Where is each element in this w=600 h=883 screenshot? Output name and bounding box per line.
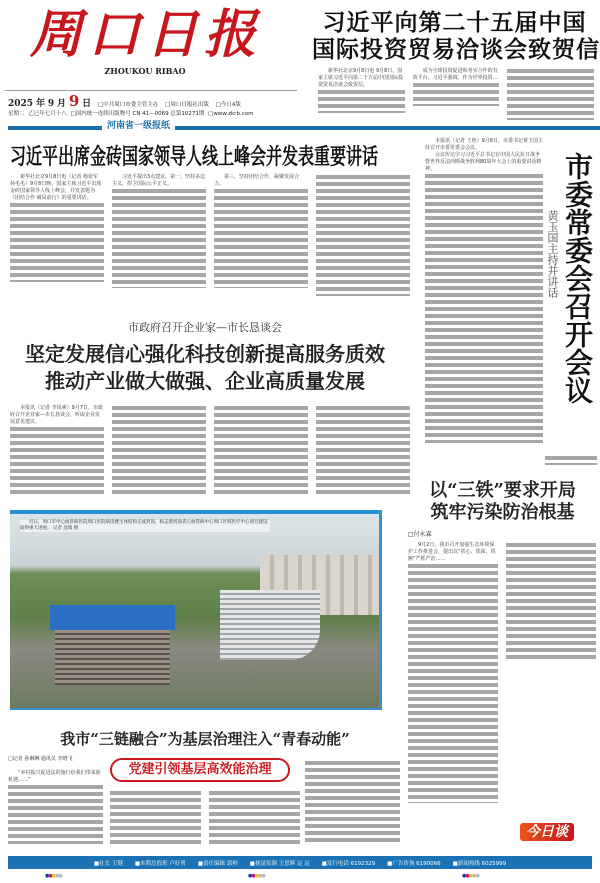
pollution-byline: □付永森 bbox=[408, 531, 432, 538]
pollution-body: 9月2日，我市召开加强生态环境保护工作推进会，提出以“铁心、铁面、铁腕”严抓严治…… bbox=[408, 542, 596, 817]
dateline: 2025 年 9 月 9 日 □中共周口市委主管主办 □周口日报社出版 □今日4版 bbox=[8, 92, 241, 110]
top-story-headline: 习近平向第二十五届中国 bbox=[322, 10, 587, 36]
youth-byline: □记者 孙琳琳 通讯员 李晓飞 bbox=[8, 756, 73, 762]
lead-story-body: 新华社北京9月8日电（记者 杨依军 孙毛毛）9月8日晚，国家主席习近平出席金砖国家领导人线上峰会，并发表题为《团结合作 破局前行》的重要讲话。 习近平提出3点建议。第一，坚持多边主义，捍卫国际公平正义。 第三，坚持团结合作，凝聚发展合力。 bbox=[10, 174, 410, 296]
forum-kicker: 市政府召开企业家—市长恳谈会 bbox=[128, 321, 282, 334]
blue-construction-wrap bbox=[50, 605, 175, 630]
forum-body: 本报讯（记者 李凤素）9月7日，市政府召开企业家—市长恳谈会，听取企业发展意见建议。 bbox=[10, 405, 410, 495]
registration-marks: ●●●●● bbox=[462, 873, 479, 879]
forum-headline: 坚定发展信心强化科技创新提高服务质效 推动产业做大做强、企业高质量发展 bbox=[25, 342, 385, 393]
logo-pinyin: ZHOUKOU RIBAO bbox=[104, 66, 186, 76]
photo-caption: 近日，周口市中心血管病医院周口医院病房楼主体结构完成封顶，标志着河南省心血管病中心周口区域医疗中心项目建设取得重大进展。 记者 沈瑞 摄 bbox=[20, 520, 270, 532]
provincial-banner: 河南省一级报纸 bbox=[102, 121, 175, 132]
party-building-banner: 党建引领基层高效能治理 bbox=[110, 758, 290, 782]
masthead bbox=[30, 4, 280, 76]
top-story: 习近平向第二十五届中国 国际投资贸易洽谈会致贺信 bbox=[312, 10, 600, 63]
date-day: 9 bbox=[68, 92, 80, 110]
registration-marks: ●●●●● bbox=[248, 873, 265, 879]
today-commentary-logo: 今日谈 bbox=[520, 823, 574, 841]
youth-body: “乡村振兴促进法的施行给我们带来新机遇……” bbox=[8, 770, 103, 848]
youth-headline: 我市“三链融合”为基层治理注入“青春动能” bbox=[60, 730, 350, 748]
hospital-building bbox=[220, 590, 320, 660]
divider bbox=[5, 90, 297, 91]
registration-marks: ●●●●● bbox=[45, 873, 62, 879]
committee-subtitle: 黄玉国主持并讲话 bbox=[546, 210, 559, 298]
committee-body: 本报讯（记者 王艳）9月8日，市委书记黄玉国主持召开市委常委会会议。 会议传达学习习近平总书记在中国人民抗日战争暨世界反法西斯战争胜利80周年大会上的重要讲话精神。 bbox=[425, 138, 543, 460]
committee-title: 市委常委会召开会议 bbox=[561, 152, 594, 404]
blue-rule bbox=[8, 126, 600, 130]
newspaper-logo: 周口日报 bbox=[30, 4, 263, 65]
pollution-headline: 以“三铁”要求开局 筑牢污染防治根基 bbox=[429, 480, 576, 523]
dateline-sub: 星期二 乙巳年七月十八 □国内统一连续出版物号 CN 41—0069 总第10271期 □www.zkrb.com bbox=[8, 111, 254, 117]
news-photo bbox=[10, 510, 382, 710]
top-story-body: 新华社北京9月8日电 9月8日，国家主席习近平向第二十五届中国国际投资贸易洽谈会致贺信。 成为全球投资促进和务实合作的有效平台。习近平强调，作为世界投资... bbox=[318, 68, 594, 120]
lead-story-headline: 习近平出席金砖国家领导人线上峰会并发表重要讲话 bbox=[10, 143, 379, 170]
footer-bar: ■社长 王键 ■本期总值班 卢好勇 ■责任编辑 郭帅 ■视觉监制 王思辉 运 运 ■发行电话 6192329 ■广告咨询 6190066 ■新闻热线 6025999 bbox=[8, 856, 592, 869]
